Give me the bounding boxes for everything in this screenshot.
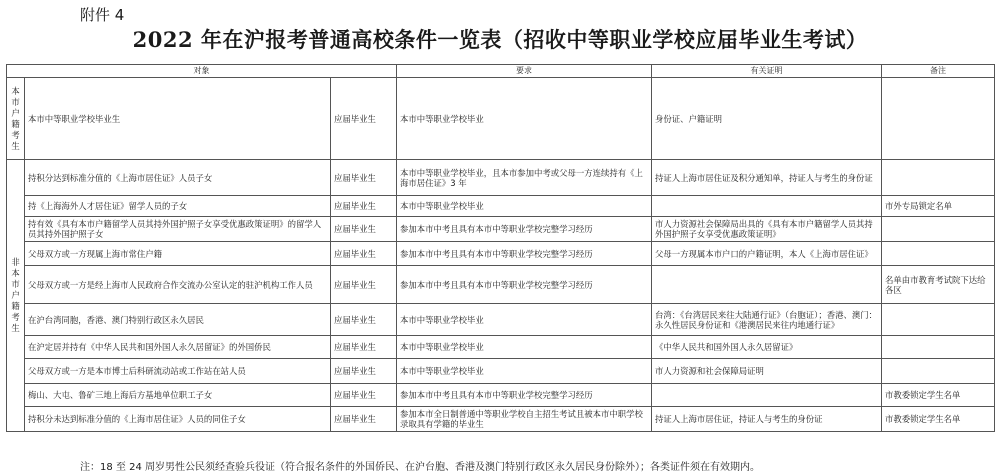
header-object: 对象 xyxy=(7,65,397,78)
cell-requirement: 本市中等职业学校毕业 xyxy=(397,304,652,336)
cell-type: 应届毕业生 xyxy=(331,336,397,359)
table-row xyxy=(7,160,995,196)
cell-type: 应届毕业生 xyxy=(331,78,397,160)
cell-remark xyxy=(882,304,995,336)
cell-proof xyxy=(652,196,882,217)
cell-remark: 名单由市教育考试院下达给各区 xyxy=(882,266,995,304)
table-header-row xyxy=(7,65,995,78)
cell-type: 应届毕业生 xyxy=(331,359,397,384)
cell-requirement: 参加本市中考且具有本市中等职业学校完整学习经历 xyxy=(397,217,652,242)
cell-proof: 持证人上海市居住证及积分通知单，持证人与考生的身份证 xyxy=(652,160,882,196)
cell-remark xyxy=(882,242,995,266)
cell-type: 应届毕业生 xyxy=(331,160,397,196)
page-title: 2022 年在沪报考普通高校条件一览表（招收中等职业学校应届毕业生考试） xyxy=(132,27,868,52)
cell-object: 持积分达到标准分值的《上海市居住证》人员子女 xyxy=(25,160,331,196)
cell-requirement: 本市中等职业学校毕业 xyxy=(397,336,652,359)
cell-object: 父母双方或一方现属上海市常住户籍 xyxy=(25,242,331,266)
cell-requirement: 参加本市中考且具有本市中等职业学校完整学习经历 xyxy=(397,384,652,407)
cell-type: 应届毕业生 xyxy=(331,407,397,432)
cell-proof: 父母一方现属本市户口的户籍证明，本人《上海市居住证》 xyxy=(652,242,882,266)
cell-object: 父母双方或一方是本市博士后科研流动站或工作站在站人员 xyxy=(25,359,331,384)
cell-proof: 持证人上海市居住证，持证人与考生的身份证 xyxy=(652,407,882,432)
cell-proof xyxy=(652,384,882,407)
table-row xyxy=(7,336,995,359)
cell-object: 本市中等职业学校毕业生 xyxy=(25,78,331,160)
cell-object: 持有效《具有本市户籍留学人员其持外国护照子女享受优惠政策证明》的留学人员其持外国护照子女 xyxy=(25,217,331,242)
cell-remark: 市教委锁定学生名单 xyxy=(882,384,995,407)
cell-remark xyxy=(882,359,995,384)
table-row xyxy=(7,78,995,160)
table-row xyxy=(7,304,995,336)
cell-remark: 市教委锁定学生名单 xyxy=(882,407,995,432)
cell-type: 应届毕业生 xyxy=(331,242,397,266)
group-nonlocal-cell xyxy=(7,160,25,432)
group-nonlocal-label: 非本市户籍考生 xyxy=(11,257,20,333)
table-row xyxy=(7,384,995,407)
cell-remark xyxy=(882,217,995,242)
attachment-label: 附件 4 xyxy=(80,6,125,24)
cell-remark xyxy=(882,160,995,196)
footnote: 注：18 至 24 周岁男性公民须经查验兵役证（符合报名条件的外国侨民、在沪台胞、香港及澳门特别行政区永久居民身份除外）；各类证件须在有效期内。 xyxy=(80,462,760,473)
cell-proof xyxy=(652,266,882,304)
cell-requirement: 本市中等职业学校毕业，且本市参加中考或父母一方连续持有《上海市居住证》3 年 xyxy=(397,160,652,196)
group-local-label: 本市户籍考生 xyxy=(11,85,20,151)
cell-requirement: 参加本市中考且具有本市中等职业学校完整学习经历 xyxy=(397,242,652,266)
cell-type: 应届毕业生 xyxy=(331,304,397,336)
cell-proof: 市人力资源社会保障局出具的《具有本市户籍留学人员其持外国护照子女享受优惠政策证明》 xyxy=(652,217,882,242)
table-row xyxy=(7,359,995,384)
table-row xyxy=(7,266,995,304)
cell-type: 应届毕业生 xyxy=(331,384,397,407)
cell-object: 父母双方或一方是经上海市人民政府合作交流办公室认定的驻沪机构工作人员 xyxy=(25,266,331,304)
cell-requirement: 本市中等职业学校毕业 xyxy=(397,196,652,217)
table-row xyxy=(7,196,995,217)
cell-object: 持《上海海外人才居住证》留学人员的子女 xyxy=(25,196,331,217)
cell-proof: 《中华人民共和国外国人永久居留证》 xyxy=(652,336,882,359)
cell-proof: 身份证、户籍证明 xyxy=(652,78,882,160)
table-body xyxy=(7,78,995,432)
table-row xyxy=(7,242,995,266)
cell-object: 梅山、大屯、鲁矿三地上海后方基地单位职工子女 xyxy=(25,384,331,407)
cell-requirement: 参加本市全日制普通中等职业学校自主招生考试且被本市中职学校录取具有学籍的毕业生 xyxy=(397,407,652,432)
cell-requirement: 参加本市中考且具有本市中等职业学校完整学习经历 xyxy=(397,266,652,304)
cell-remark xyxy=(882,78,995,160)
cell-type: 应届毕业生 xyxy=(331,266,397,304)
cell-type: 应届毕业生 xyxy=(331,196,397,217)
cell-object: 在沪定居并持有《中华人民共和国外国人永久居留证》的外国侨民 xyxy=(25,336,331,359)
cell-object: 持积分未达到标准分值的《上海市居住证》人员的同住子女 xyxy=(25,407,331,432)
cell-type: 应届毕业生 xyxy=(331,217,397,242)
cell-remark: 市外专局锁定名单 xyxy=(882,196,995,217)
cell-remark xyxy=(882,336,995,359)
cell-object: 在沪台湾同胞，香港、澳门特别行政区永久居民 xyxy=(25,304,331,336)
table-row xyxy=(7,217,995,242)
cell-requirement: 本市中等职业学校毕业 xyxy=(397,359,652,384)
conditions-table xyxy=(6,64,995,432)
cell-proof: 台湾：《台湾居民来往大陆通行证》（台胞证）；香港、澳门：永久性居民身份证和《港澳居民来往内地通行证》 xyxy=(652,304,882,336)
header-proof: 有关证明 xyxy=(652,65,882,78)
header-requirement: 要求 xyxy=(397,65,652,78)
group-local-cell xyxy=(7,78,25,160)
cell-requirement: 本市中等职业学校毕业 xyxy=(397,78,652,160)
table-row xyxy=(7,407,995,432)
header-remark: 备注 xyxy=(882,65,995,78)
cell-proof: 市人力资源和社会保障局证明 xyxy=(652,359,882,384)
